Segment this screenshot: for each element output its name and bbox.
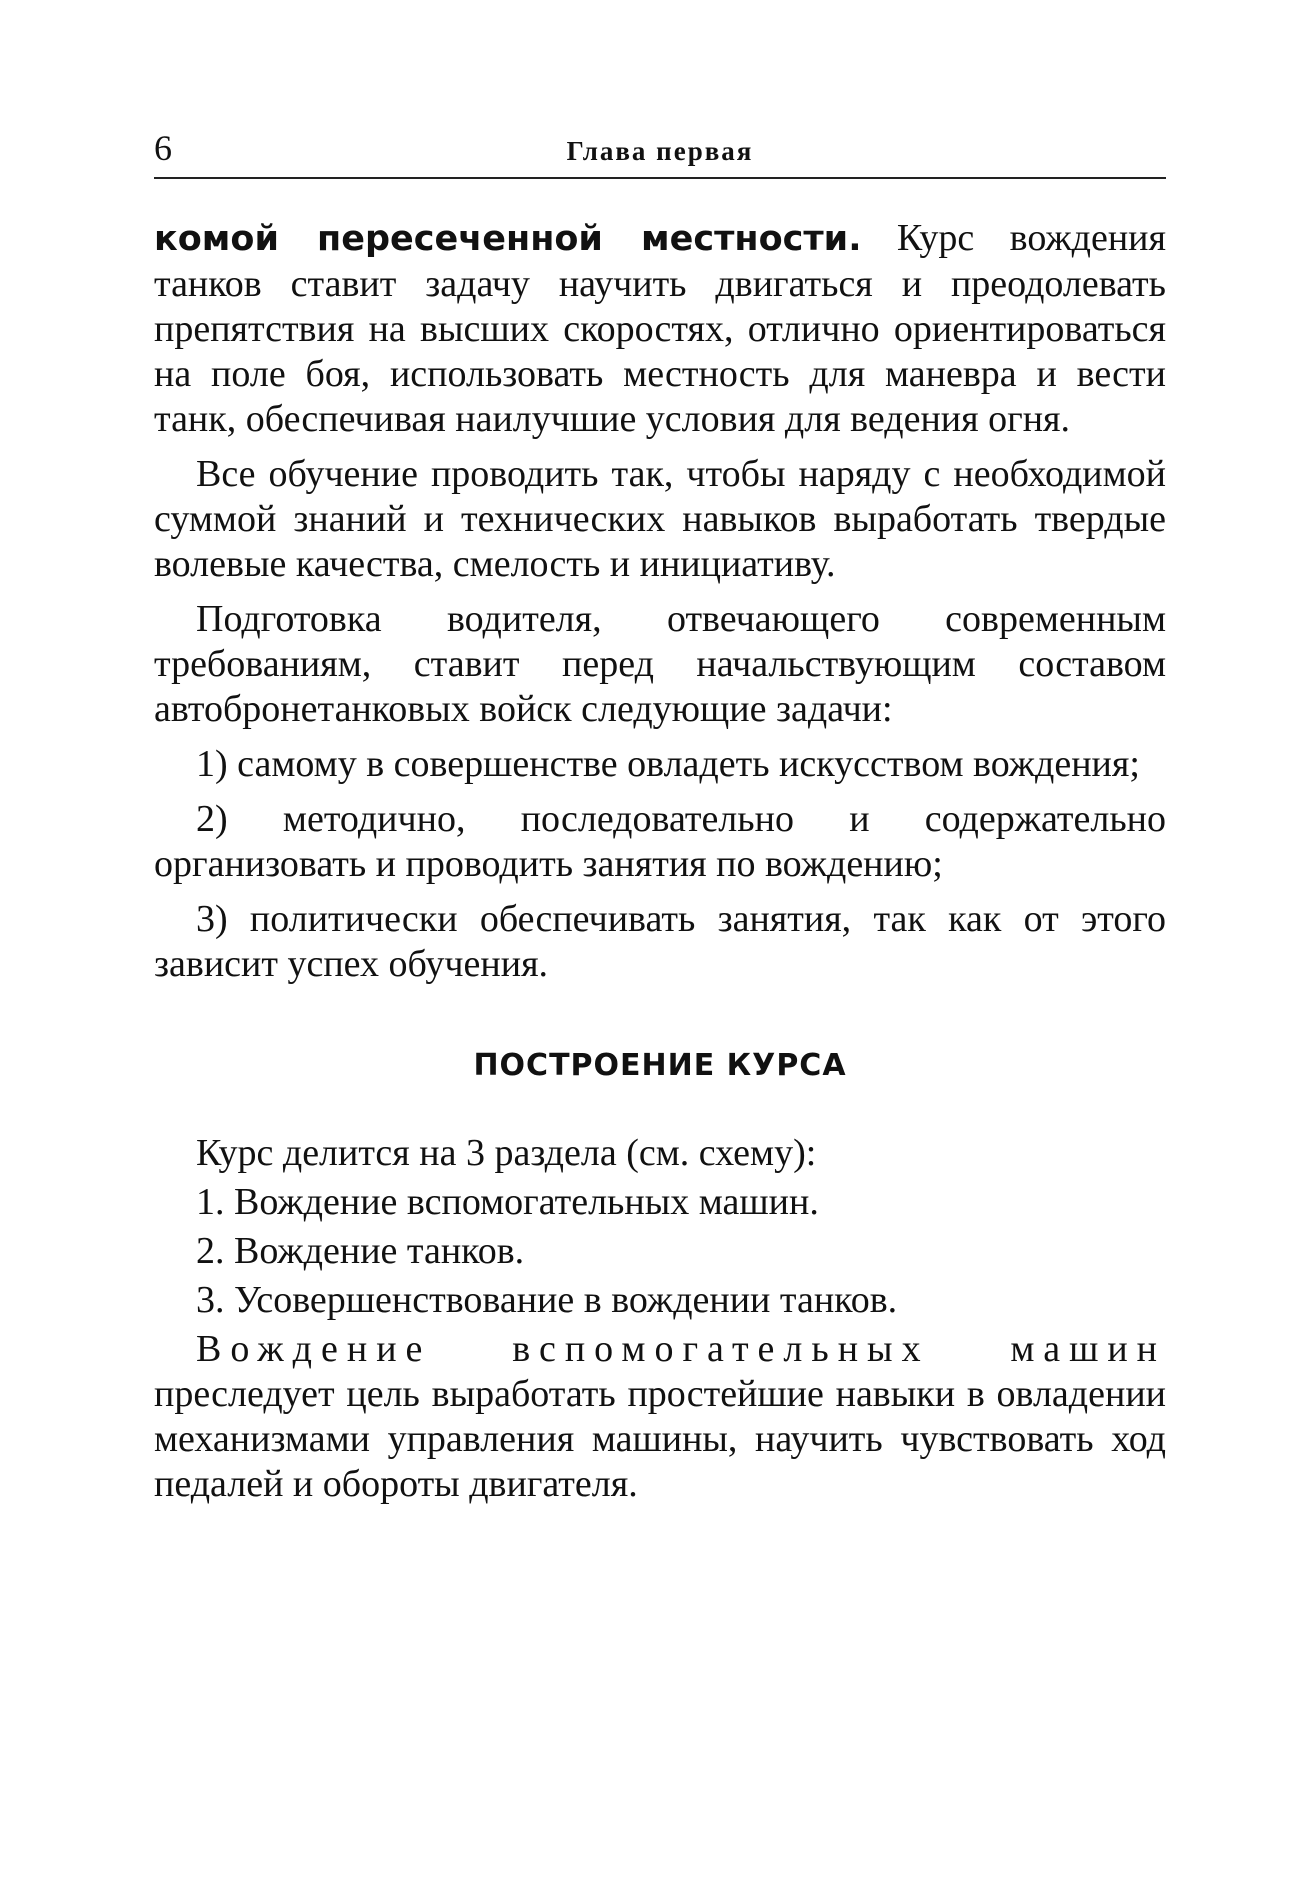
task-2: 2) методично, последовательно и содержательно организовать и проводить занятия по вождению; <box>154 798 1166 885</box>
book-page <box>154 0 1166 1896</box>
task-3: 3) политически обеспечивать занятия, так как от этого зависит успех обучения. <box>154 898 1166 985</box>
bold-lead-text: комой пересеченной местности. <box>154 219 862 259</box>
paragraph-final-text: преследует цель выработать простейшие навыки в овладении механизмами управления машины, научить чувствовать ход педалей и обороты двигателя. <box>154 1373 1166 1505</box>
paragraph-2: Все обучение проводить так, чтобы наряду с необходимой суммой знаний и технических навыков выработать твердые волевые качества, смелость и инициативу. <box>154 453 1166 585</box>
running-title: Глава первая <box>566 136 754 166</box>
course-sections-list <box>154 1131 1166 1323</box>
course-item-2: 2. Вождение танков. <box>196 1230 525 1272</box>
page-header <box>154 128 1166 174</box>
course-item-1: 1. Вождение вспомогательных машин. <box>196 1181 819 1223</box>
paragraph-final <box>154 1327 1166 1507</box>
section-title: ПОСТРОЕНИЕ КУРСА <box>473 1048 847 1083</box>
spaced-emphasis: Вождение вспомогательных машин <box>196 1328 1166 1370</box>
paragraph-1-text: Курс вождения танков ставит задачу научить двигаться и преодолевать препятствия на высших скоростях, отлично ориентироваться на поле боя, использовать местность для маневра и вести танк, обеспечивая наилучшие условия для ведения огня. <box>154 217 1166 440</box>
header-rule <box>154 177 1166 179</box>
page-number: 6 <box>154 128 172 168</box>
course-intro: Курс делится на 3 раздела (см. схему): <box>196 1132 817 1174</box>
course-item-3: 3. Усовершенствование в вождении танков. <box>196 1279 898 1321</box>
page-body <box>154 216 1166 1517</box>
task-1: 1) самому в совершенстве овладеть искусством вождения; <box>196 743 1140 785</box>
paragraph-1 <box>154 216 1166 442</box>
paragraph-3: Подготовка водителя, отвечающего современным требованиям, ставит перед начальствующим составом автобронетанковых войск следующие задачи: <box>154 598 1166 730</box>
